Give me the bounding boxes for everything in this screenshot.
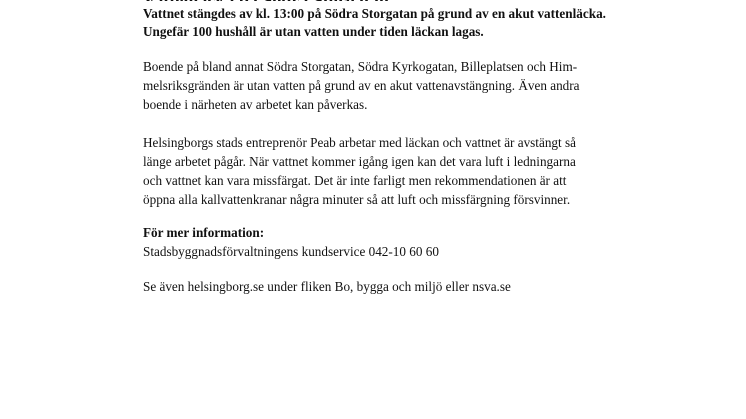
paragraph2-line-2: länge arbetet pågår. När vattnet kommer igång igen kan det vara luft i ledningarna (143, 154, 576, 169)
paragraph-affected-areas (143, 57, 613, 114)
lead-line-2: Ungefär 100 hushåll är utan vatten under tiden läckan lagas. (143, 24, 484, 39)
paragraph1-line-3: boende i närheten av arbetet kan påverkas. (143, 97, 368, 112)
paragraph2-line-4: öppna alla kallvattenkranar några minuter så att luft och missfärgning försvinner. (143, 192, 571, 207)
title-clipped (143, 0, 613, 1)
customer-service-contact: Stadsbyggnadsförvaltningens kundservice 042-10 60 60 (143, 244, 439, 259)
paragraph1-line-1: Boende på bland annat Södra Storgatan, Södra Kyrkogatan, Billeplatsen och Him- (143, 59, 578, 74)
paragraph1-line-2: melsriksgränden är utan vatten på grund av en akut vattenavstängning. Även andra (143, 78, 580, 93)
lead-line-1: Vattnet stängdes av kl. 13:00 på Södra Storgatan på grund av en akut vattenläcka. (143, 6, 606, 21)
paragraph-repair-info (143, 133, 613, 209)
paragraph2-line-3: och vattnet kan vara missfärgat. Det är inte farligt men rekommendationen är att (143, 173, 567, 188)
document-title (143, 0, 613, 1)
paragraph2-line-1: Helsingborgs stads entreprenör Peab arbetar med läckan och vattnet är avstängt så (143, 135, 576, 150)
info-heading: För mer information: (143, 225, 265, 240)
see-also-text: Se även helsingborg.se under fliken Bo, bygga och miljö eller nsva.se (143, 279, 511, 294)
lead-paragraph (143, 5, 613, 41)
